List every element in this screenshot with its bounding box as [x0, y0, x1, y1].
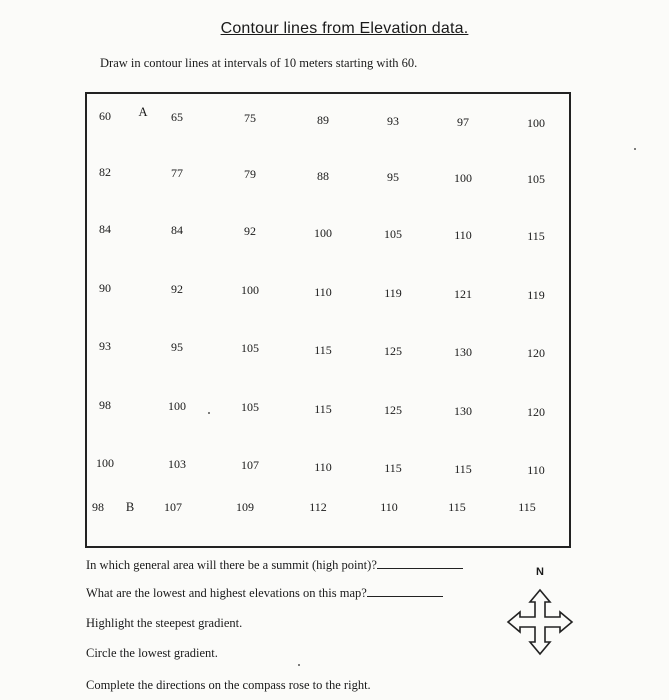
question-summit-text: In which general area will there be a summit (high point)?	[86, 558, 377, 572]
page-title: Contour lines from Elevation data.	[220, 20, 469, 37]
elevation-cell-r6-c2: 100	[168, 399, 186, 414]
elevation-cell-r2-c3: 79	[244, 167, 256, 182]
elevation-cell-r6-c7: 120	[527, 405, 545, 420]
elevation-cell-r5-c5: 125	[384, 343, 402, 358]
elevation-cell-r8-c1: 98	[92, 500, 104, 514]
elevation-cell-r5-c1: 93	[99, 339, 111, 353]
elevation-cell-r2-c7: 105	[527, 172, 545, 187]
elevation-cell-r8-c2: 107	[164, 500, 182, 514]
answer-blank-summit[interactable]	[377, 558, 463, 569]
elevation-cell-r1-c4: 89	[317, 112, 329, 127]
elevation-cell-r5-c2: 95	[171, 340, 183, 355]
elevation-cell-r3-c4: 100	[314, 225, 332, 240]
question-summit	[86, 558, 463, 573]
elevation-cell-r7-c2: 103	[168, 457, 186, 472]
elevation-cell-r4-c6: 121	[454, 287, 472, 301]
question-elevations	[86, 586, 443, 601]
elevation-cell-r4-c3: 100	[241, 283, 259, 298]
question-steepest: Highlight the steepest gradient.	[86, 616, 243, 630]
elevation-cell-r2-c6: 100	[454, 171, 472, 185]
elevation-cell-r8-c6: 115	[448, 500, 466, 514]
elevation-cell-r7-c5: 115	[384, 460, 402, 475]
elevation-cell-r4-c7: 119	[527, 288, 545, 303]
point-a-label: A	[138, 105, 148, 119]
question-lowest-gradient: Circle the lowest gradient.	[86, 646, 218, 660]
north-label: N	[536, 566, 544, 578]
elevation-cell-r6-c5: 125	[384, 402, 402, 417]
elevation-cell-r6-c4: 115	[314, 401, 332, 416]
elevation-cell-r1-c3: 75	[244, 111, 256, 126]
compass-rose-icon[interactable]	[506, 588, 574, 656]
instructions: Draw in contour lines at intervals of 10 meters starting with 60.	[100, 56, 418, 70]
elevation-cell-r8-c3: 109	[236, 500, 254, 514]
elevation-cell-r7-c1: 100	[96, 456, 114, 470]
elevation-cell-r6-c3: 105	[241, 400, 259, 415]
question-compass: Complete the directions on the compass rose to the right.	[86, 678, 371, 692]
elevation-cell-r7-c3: 107	[241, 458, 259, 473]
elevation-cell-r3-c2: 84	[171, 223, 183, 238]
elevation-cell-r6-c6: 130	[454, 404, 472, 418]
elevation-cell-r5-c6: 130	[454, 345, 472, 359]
elevation-cell-r1-c2: 65	[171, 110, 183, 125]
elevation-cell-r5-c4: 115	[314, 342, 332, 357]
elevation-cell-r1-c7: 100	[527, 116, 545, 131]
elevation-cell-r1-c1: 60	[99, 109, 111, 123]
elevation-cell-r2-c5: 95	[387, 169, 399, 184]
elevation-cell-r4-c5: 119	[384, 285, 402, 300]
elevation-cell-r6-c1: 98	[99, 398, 111, 412]
elevation-cell-r5-c3: 105	[241, 341, 259, 356]
paper-speck	[208, 412, 210, 414]
elevation-cell-r4-c4: 110	[314, 284, 332, 299]
elevation-cell-r7-c6: 115	[454, 462, 472, 476]
elevation-grid	[85, 92, 571, 548]
elevation-cell-r7-c7: 110	[527, 463, 545, 478]
elevation-cell-r2-c4: 88	[317, 168, 329, 183]
elevation-cell-r8-c7: 115	[518, 500, 536, 514]
elevation-cell-r2-c1: 82	[99, 165, 111, 179]
paper-speck	[298, 664, 300, 666]
elevation-cell-r1-c5: 93	[387, 113, 399, 128]
elevation-cell-r8-c5: 110	[380, 500, 398, 514]
paper-speck	[634, 148, 636, 150]
point-b-label: B	[125, 500, 135, 514]
elevation-cell-r8-c4: 112	[309, 500, 327, 514]
elevation-cell-r3-c5: 105	[384, 226, 402, 241]
elevation-cell-r4-c1: 90	[99, 281, 111, 295]
answer-blank-elevations[interactable]	[367, 586, 443, 597]
elevation-cell-r3-c7: 115	[527, 229, 545, 244]
elevation-cell-r3-c6: 110	[454, 228, 472, 242]
elevation-cell-r3-c3: 92	[244, 224, 256, 239]
elevation-cell-r3-c1: 84	[99, 222, 111, 236]
question-elevations-text: What are the lowest and highest elevations on this map?	[86, 586, 367, 600]
elevation-cell-r7-c4: 110	[314, 459, 332, 474]
elevation-cell-r1-c6: 97	[457, 115, 469, 129]
elevation-cell-r4-c2: 92	[171, 282, 183, 297]
elevation-cell-r2-c2: 77	[171, 166, 183, 181]
elevation-cell-r5-c7: 120	[527, 346, 545, 361]
